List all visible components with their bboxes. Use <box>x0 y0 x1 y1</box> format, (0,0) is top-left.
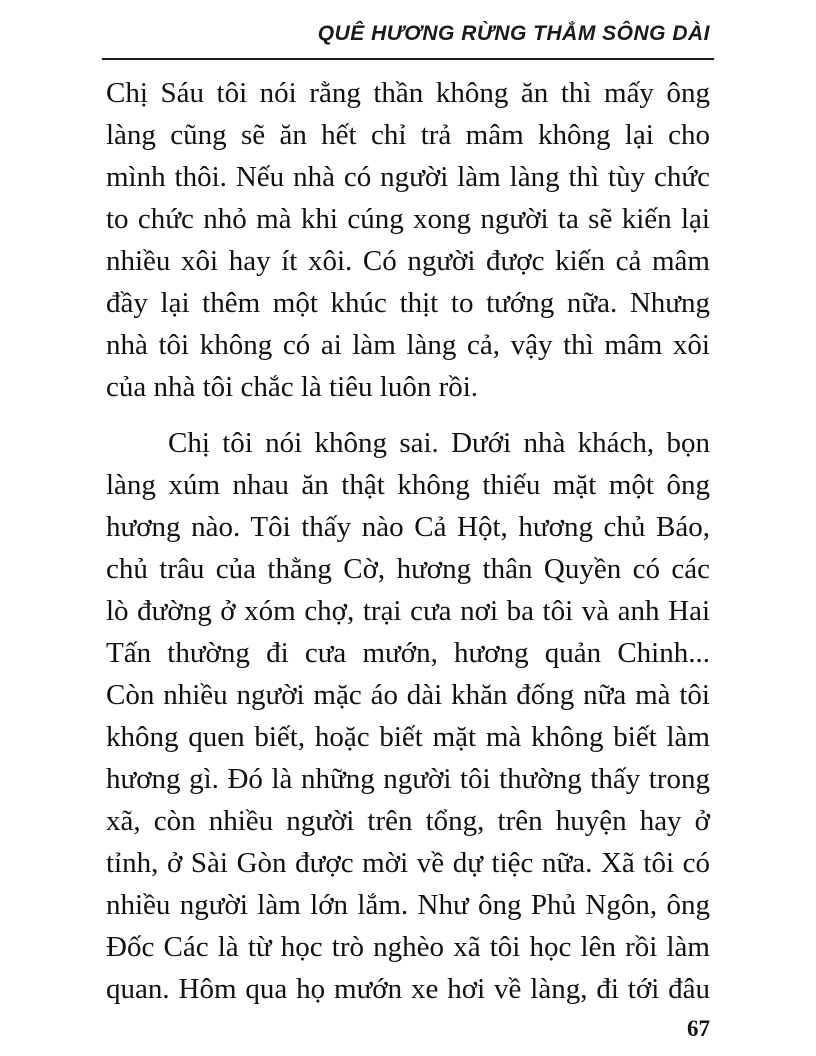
text-line: nhiều người làm lớn lắm. Như ông Phủ Ngôn, ông <box>106 889 710 921</box>
page-number: 67 <box>687 1016 710 1041</box>
text-line: mình thôi. Nếu nhà có người làm làng thì tùy chức <box>106 161 710 193</box>
text-line: tỉnh, ở Sài Gòn được mời về dự tiệc nữa. Xã tôi có <box>106 847 710 879</box>
paragraph-1 <box>106 72 710 408</box>
text-line: Chị tôi nói không sai. Dưới nhà khách, bọn <box>168 427 710 459</box>
text-line: đầy lại thêm một khúc thịt to tướng nữa. Nhưng <box>106 287 710 319</box>
text-line: hương gì. Đó là những người tôi thường thấy trong <box>106 763 710 795</box>
text-line: lò đường ở xóm chợ, trại cưa nơi ba tôi và anh Hai <box>106 595 710 627</box>
text-line: Đốc Các là từ học trò nghèo xã tôi học lên rồi làm <box>106 931 710 963</box>
body-text <box>106 72 710 1010</box>
text-line: nhà tôi không có ai làm làng cả, vậy thì mâm xôi <box>106 329 710 361</box>
header-rule <box>102 58 714 60</box>
text-line: không quen biết, hoặc biết mặt mà không biết làm <box>106 721 710 753</box>
text-line: của nhà tôi chắc là tiêu luôn rồi. <box>106 371 479 403</box>
text-line: Tấn thường đi cưa mướn, hương quản Chinh... <box>106 637 710 669</box>
text-line: quan. Hôm qua họ mướn xe hơi về làng, đi tới đâu <box>106 973 710 1005</box>
text-line: to chức nhỏ mà khi cúng xong người ta sẽ kiến lại <box>106 203 710 235</box>
text-line: chủ trâu của thằng Cờ, hương thân Quyền có các <box>106 553 710 585</box>
paragraph-2 <box>106 422 710 1010</box>
text-line: Còn nhiều người mặc áo dài khăn đống nữa mà tôi <box>106 679 710 711</box>
text-line: xã, còn nhiều người trên tổng, trên huyện hay ở <box>106 805 710 837</box>
running-title: QUÊ HƯƠNG RỪNG THẲM SÔNG DÀI <box>317 22 710 45</box>
text-line: Chị Sáu tôi nói rằng thần không ăn thì mấy ông <box>106 77 710 109</box>
text-line: hương nào. Tôi thấy nào Cả Hột, hương chủ Báo, <box>106 511 710 543</box>
text-line: nhiều xôi hay ít xôi. Có người được kiến cả mâm <box>106 245 710 277</box>
text-line: làng cũng sẽ ăn hết chỉ trả mâm không lại cho <box>106 119 710 151</box>
text-line: làng xúm nhau ăn thật không thiếu mặt một ông <box>106 469 710 501</box>
